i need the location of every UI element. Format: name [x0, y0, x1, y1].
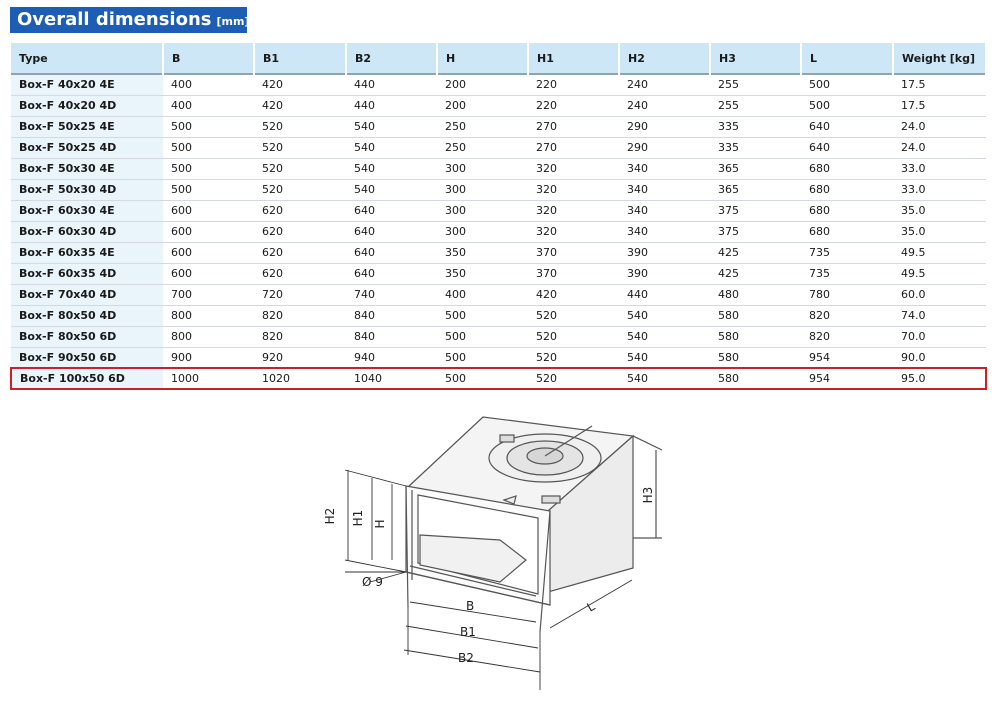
table-row-highlighted — [11, 368, 986, 389]
cell-h2: 340 — [619, 179, 710, 200]
cell-h1: 370 — [528, 263, 619, 284]
cell-type: Box-F 70x40 4D — [11, 284, 163, 305]
cell-h3: 480 — [710, 284, 801, 305]
cell-h3: 425 — [710, 263, 801, 284]
cell-h: 200 — [437, 74, 528, 95]
cell-l: 780 — [801, 284, 893, 305]
cell-h: 400 — [437, 284, 528, 305]
label-b: B — [466, 599, 475, 613]
cell-h: 250 — [437, 137, 528, 158]
cell-weight: 35.0 — [893, 221, 986, 242]
cell-weight: 70.0 — [893, 326, 986, 347]
cell-h1: 270 — [528, 116, 619, 137]
cell-b2: 540 — [346, 116, 437, 137]
cell-b1: 620 — [254, 242, 346, 263]
cell-b2: 440 — [346, 95, 437, 116]
cell-h2: 340 — [619, 200, 710, 221]
table-row — [11, 242, 986, 263]
cell-h1: 420 — [528, 284, 619, 305]
cell-h2: 240 — [619, 95, 710, 116]
cell-l: 820 — [801, 326, 893, 347]
cell-h2: 340 — [619, 221, 710, 242]
cell-l: 954 — [801, 347, 893, 368]
cell-b: 600 — [163, 221, 254, 242]
cell-b1: 720 — [254, 284, 346, 305]
cell-h1: 320 — [528, 158, 619, 179]
label-hole-diameter: Ø 9 — [362, 575, 383, 589]
cell-weight: 24.0 — [893, 137, 986, 158]
cell-h: 300 — [437, 158, 528, 179]
cell-b: 800 — [163, 305, 254, 326]
cell-b1: 1020 — [254, 368, 346, 389]
cell-type: Box-F 50x30 4E — [11, 158, 163, 179]
table-row — [11, 221, 986, 242]
cell-h1: 520 — [528, 368, 619, 389]
column-header-weight: Weight [kg] — [893, 43, 986, 74]
label-l: L — [584, 599, 598, 615]
cell-h3: 580 — [710, 305, 801, 326]
cell-b2: 1040 — [346, 368, 437, 389]
cell-h1: 320 — [528, 221, 619, 242]
table-row — [11, 326, 986, 347]
cell-b1: 520 — [254, 116, 346, 137]
label-h3: H3 — [641, 486, 655, 504]
cell-weight: 49.5 — [893, 242, 986, 263]
table-row — [11, 137, 986, 158]
cell-h3: 335 — [710, 116, 801, 137]
cell-b2: 540 — [346, 158, 437, 179]
dimensions-table — [10, 43, 987, 390]
cell-weight: 95.0 — [893, 368, 986, 389]
cell-b2: 640 — [346, 263, 437, 284]
table-row — [11, 74, 986, 95]
cell-h2: 540 — [619, 347, 710, 368]
cell-b2: 940 — [346, 347, 437, 368]
cell-h2: 240 — [619, 74, 710, 95]
cell-h: 500 — [437, 368, 528, 389]
section-title-unit: [mm] — [216, 15, 250, 28]
cell-h1: 220 — [528, 95, 619, 116]
cell-type: Box-F 50x30 4D — [11, 179, 163, 200]
column-header-h3: H3 — [710, 43, 801, 74]
table-row — [11, 116, 986, 137]
column-header-l: L — [801, 43, 893, 74]
cell-b2: 640 — [346, 200, 437, 221]
cell-h2: 290 — [619, 137, 710, 158]
table-row — [11, 179, 986, 200]
cell-weight: 17.5 — [893, 95, 986, 116]
label-b1: B1 — [460, 625, 476, 639]
column-header-h1: H1 — [528, 43, 619, 74]
cell-weight: 74.0 — [893, 305, 986, 326]
cell-h: 300 — [437, 221, 528, 242]
cell-h: 300 — [437, 200, 528, 221]
cell-weight: 24.0 — [893, 116, 986, 137]
cell-b: 700 — [163, 284, 254, 305]
cell-weight: 33.0 — [893, 179, 986, 200]
column-header-h: H — [437, 43, 528, 74]
cell-b1: 520 — [254, 179, 346, 200]
cell-type: Box-F 100x50 6D — [11, 368, 163, 389]
cell-h1: 370 — [528, 242, 619, 263]
cell-type: Box-F 60x35 4E — [11, 242, 163, 263]
table-row — [11, 347, 986, 368]
column-header-b: B — [163, 43, 254, 74]
column-header-type: Type — [11, 43, 163, 74]
cell-b: 600 — [163, 242, 254, 263]
cell-weight: 60.0 — [893, 284, 986, 305]
cell-type: Box-F 90x50 6D — [11, 347, 163, 368]
cell-h2: 540 — [619, 305, 710, 326]
cell-h: 500 — [437, 347, 528, 368]
cell-b: 500 — [163, 179, 254, 200]
cell-weight: 17.5 — [893, 74, 986, 95]
cell-b2: 440 — [346, 74, 437, 95]
table-row — [11, 263, 986, 284]
cell-l: 735 — [801, 263, 893, 284]
cell-b2: 640 — [346, 242, 437, 263]
cell-h3: 425 — [710, 242, 801, 263]
cell-h2: 540 — [619, 326, 710, 347]
cell-b: 1000 — [163, 368, 254, 389]
cell-b1: 620 — [254, 221, 346, 242]
cell-type: Box-F 40x20 4E — [11, 74, 163, 95]
cell-b: 400 — [163, 95, 254, 116]
cell-b2: 740 — [346, 284, 437, 305]
cell-b1: 620 — [254, 200, 346, 221]
cell-l: 500 — [801, 74, 893, 95]
cell-type: Box-F 60x30 4E — [11, 200, 163, 221]
cell-h3: 255 — [710, 74, 801, 95]
cell-h3: 580 — [710, 368, 801, 389]
cell-l: 680 — [801, 200, 893, 221]
cell-b: 900 — [163, 347, 254, 368]
column-header-h2: H2 — [619, 43, 710, 74]
cell-type: Box-F 60x35 4D — [11, 263, 163, 284]
table-row — [11, 200, 986, 221]
cell-b1: 920 — [254, 347, 346, 368]
cell-h2: 390 — [619, 263, 710, 284]
table-row — [11, 158, 986, 179]
cell-type: Box-F 80x50 6D — [11, 326, 163, 347]
cell-h3: 365 — [710, 179, 801, 200]
cell-h1: 220 — [528, 74, 619, 95]
cell-b2: 540 — [346, 179, 437, 200]
cell-h2: 440 — [619, 284, 710, 305]
cell-b: 800 — [163, 326, 254, 347]
cell-h3: 365 — [710, 158, 801, 179]
cell-type: Box-F 80x50 4D — [11, 305, 163, 326]
cell-h: 500 — [437, 326, 528, 347]
cell-h3: 255 — [710, 95, 801, 116]
cell-h: 350 — [437, 263, 528, 284]
cell-l: 735 — [801, 242, 893, 263]
cell-h: 300 — [437, 179, 528, 200]
cell-b1: 420 — [254, 74, 346, 95]
cell-b: 600 — [163, 200, 254, 221]
cell-b1: 420 — [254, 95, 346, 116]
table-row — [11, 95, 986, 116]
cell-h: 500 — [437, 305, 528, 326]
cell-b1: 520 — [254, 158, 346, 179]
cell-h2: 390 — [619, 242, 710, 263]
cell-weight: 35.0 — [893, 200, 986, 221]
table-row — [11, 305, 986, 326]
cell-b1: 620 — [254, 263, 346, 284]
cell-h3: 580 — [710, 347, 801, 368]
table-body — [11, 74, 986, 389]
cell-l: 954 — [801, 368, 893, 389]
cell-l: 680 — [801, 158, 893, 179]
cell-b: 400 — [163, 74, 254, 95]
table-header-row — [11, 43, 986, 74]
cell-type: Box-F 50x25 4E — [11, 116, 163, 137]
cell-h3: 375 — [710, 221, 801, 242]
cell-h2: 290 — [619, 116, 710, 137]
cell-h: 250 — [437, 116, 528, 137]
cell-b1: 520 — [254, 137, 346, 158]
cell-b2: 840 — [346, 305, 437, 326]
cell-h3: 375 — [710, 200, 801, 221]
cell-h1: 320 — [528, 179, 619, 200]
cell-type: Box-F 60x30 4D — [11, 221, 163, 242]
box-fan-dimension-drawing — [300, 400, 680, 700]
cell-weight: 49.5 — [893, 263, 986, 284]
label-b2: B2 — [458, 651, 474, 665]
cell-l: 640 — [801, 137, 893, 158]
column-header-b2: B2 — [346, 43, 437, 74]
cell-l: 500 — [801, 95, 893, 116]
cell-b: 600 — [163, 263, 254, 284]
cell-weight: 90.0 — [893, 347, 986, 368]
cell-h2: 340 — [619, 158, 710, 179]
cell-h1: 520 — [528, 347, 619, 368]
cell-type: Box-F 40x20 4D — [11, 95, 163, 116]
label-h: H — [373, 519, 387, 529]
cell-l: 640 — [801, 116, 893, 137]
cell-h3: 580 — [710, 326, 801, 347]
label-h2: H2 — [323, 507, 337, 525]
cell-h2: 540 — [619, 368, 710, 389]
cell-b2: 840 — [346, 326, 437, 347]
section-title-text: Overall dimensions — [17, 9, 212, 30]
cell-h1: 270 — [528, 137, 619, 158]
cell-h1: 320 — [528, 200, 619, 221]
table-row — [11, 284, 986, 305]
cell-h1: 520 — [528, 305, 619, 326]
cell-b1: 820 — [254, 305, 346, 326]
cell-b2: 640 — [346, 221, 437, 242]
cell-weight: 33.0 — [893, 158, 986, 179]
cell-l: 680 — [801, 179, 893, 200]
label-h1: H1 — [351, 509, 365, 527]
cell-h: 200 — [437, 95, 528, 116]
cell-b: 500 — [163, 137, 254, 158]
cell-h: 350 — [437, 242, 528, 263]
cell-b1: 820 — [254, 326, 346, 347]
cell-l: 680 — [801, 221, 893, 242]
column-header-b1: B1 — [254, 43, 346, 74]
cell-type: Box-F 50x25 4D — [11, 137, 163, 158]
cell-b: 500 — [163, 158, 254, 179]
cell-l: 820 — [801, 305, 893, 326]
section-title — [10, 7, 250, 33]
cell-b: 500 — [163, 116, 254, 137]
cell-h3: 335 — [710, 137, 801, 158]
cell-b2: 540 — [346, 137, 437, 158]
cell-h1: 520 — [528, 326, 619, 347]
